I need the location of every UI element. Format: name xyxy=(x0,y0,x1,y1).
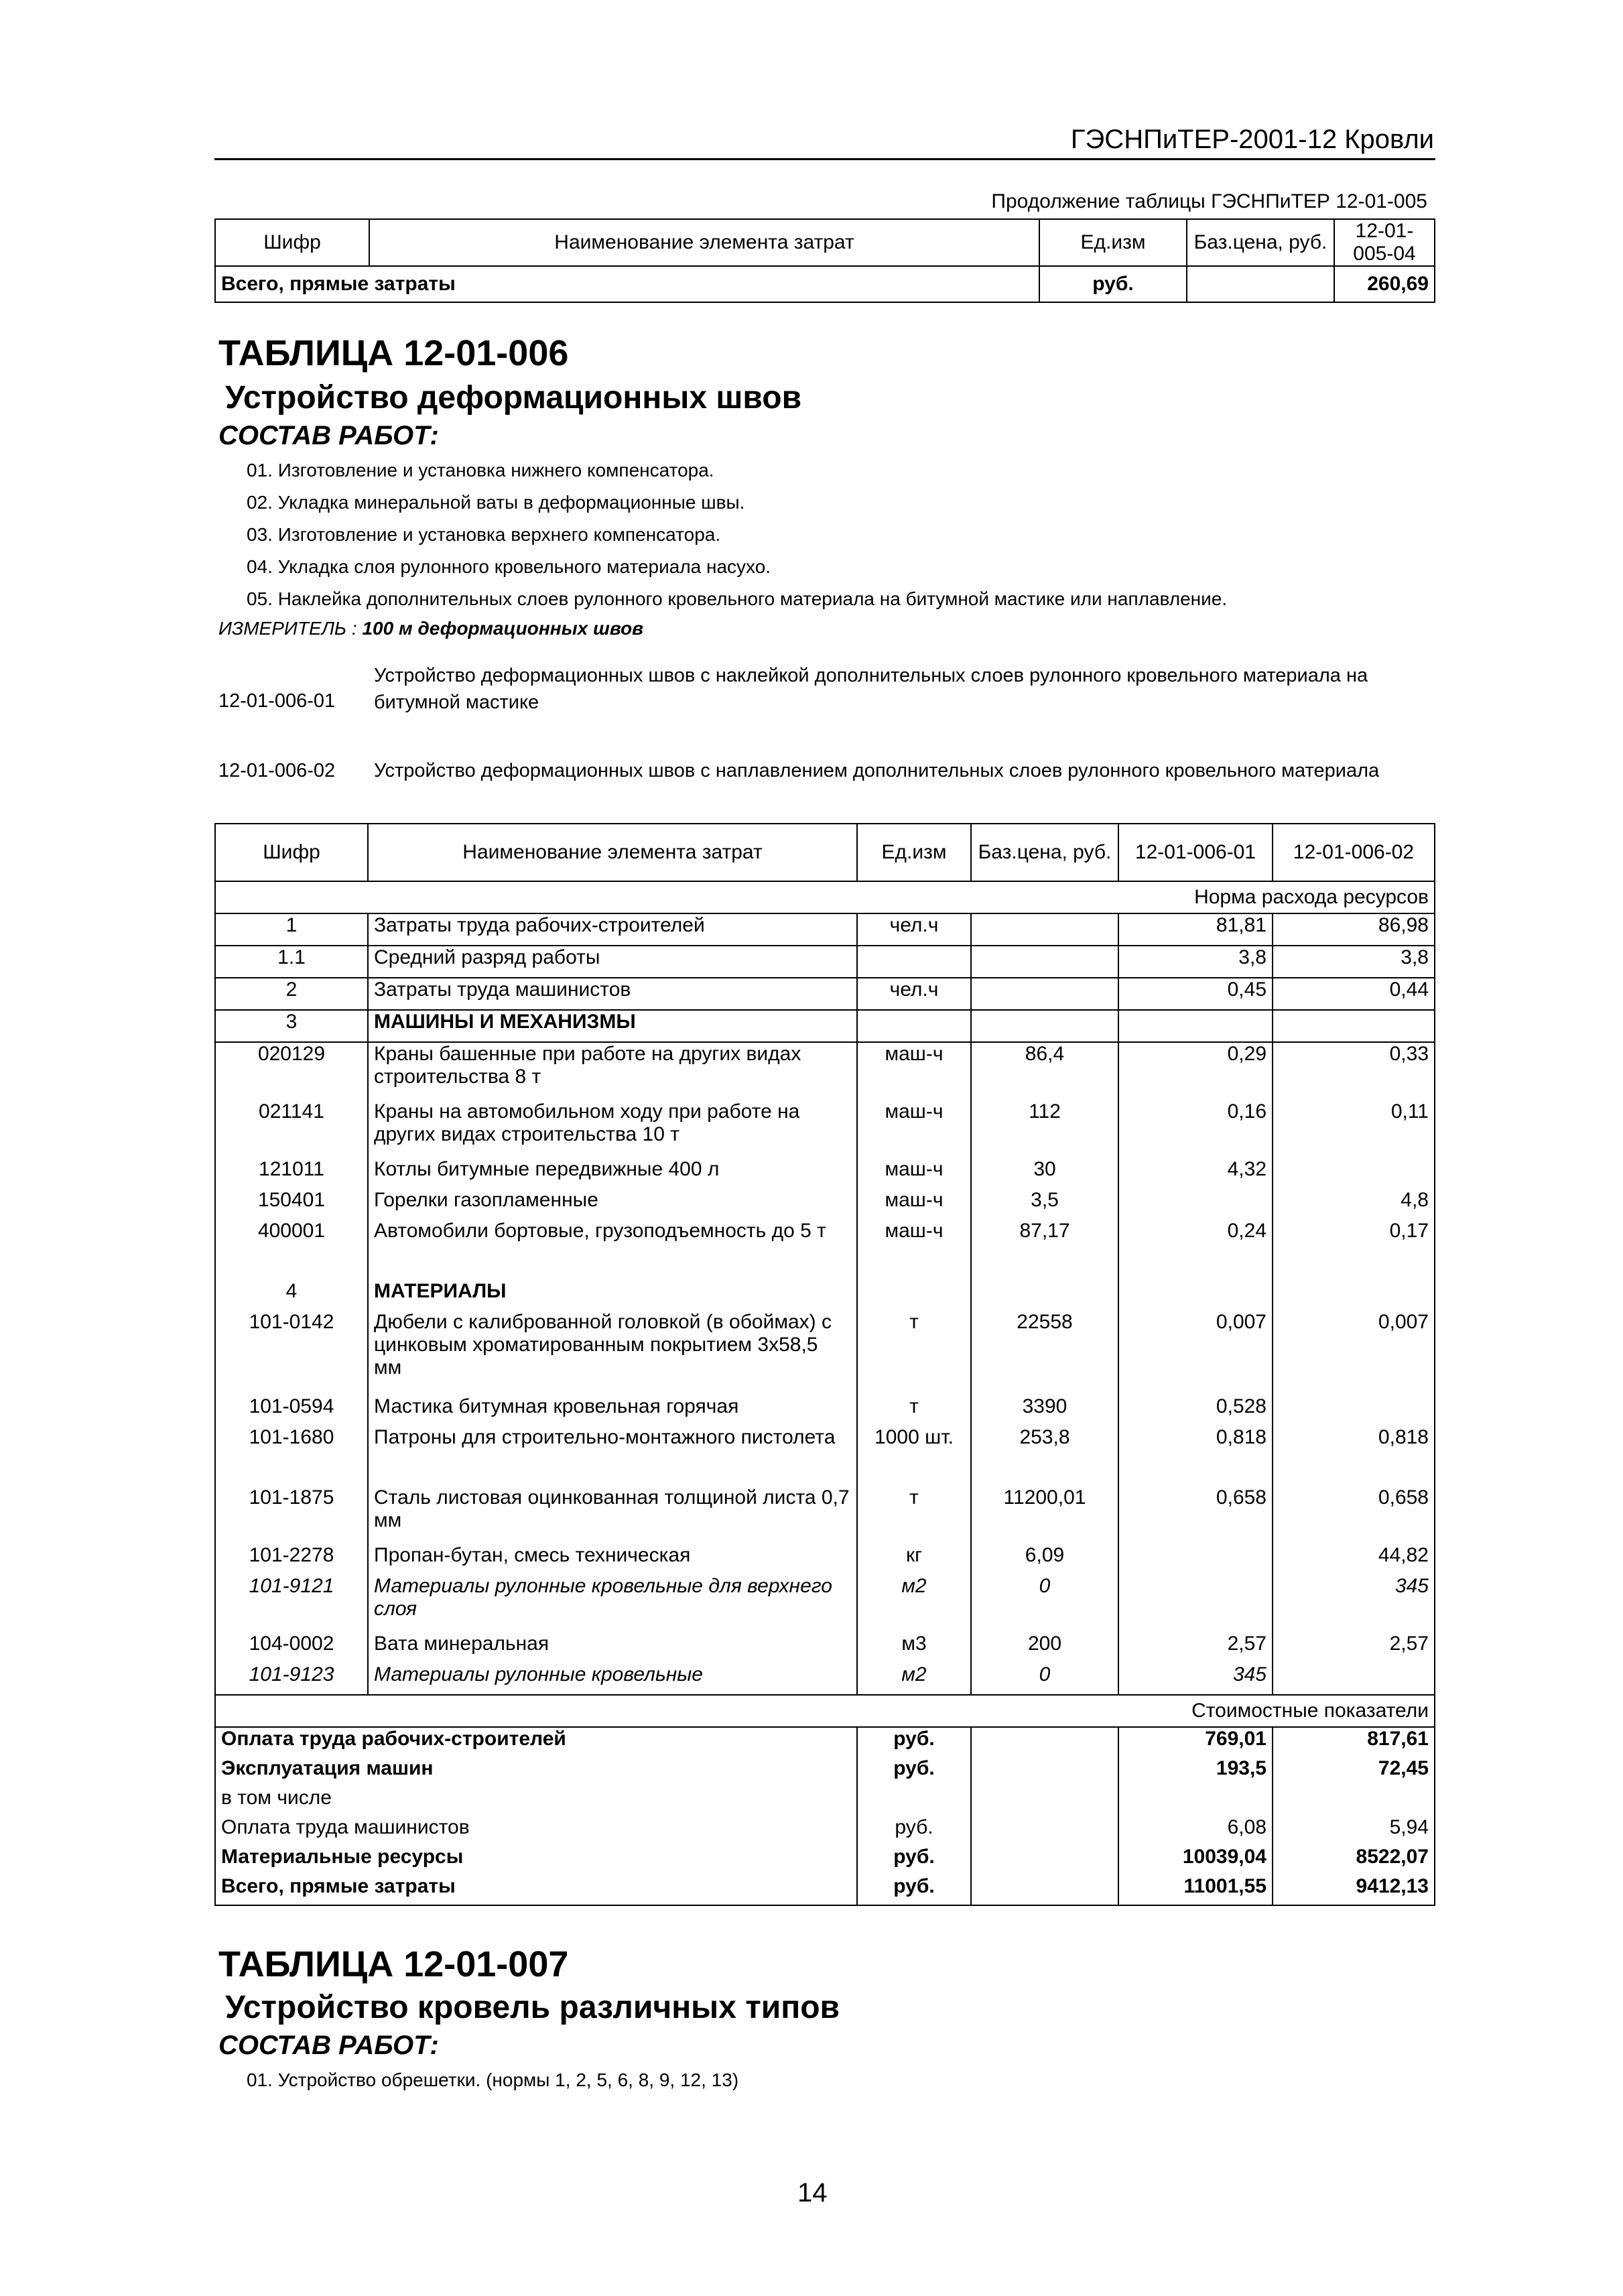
table-row xyxy=(215,913,1435,946)
value-cell: 0,24 xyxy=(1118,1220,1273,1280)
unit-cell: маш-ч xyxy=(857,1220,971,1280)
band-label: Норма расхода ресурсов xyxy=(215,881,1435,913)
price-cell xyxy=(971,1875,1118,1905)
price-cell: 3390 xyxy=(971,1395,1118,1426)
price-cell xyxy=(971,1787,1118,1816)
page-number: 14 xyxy=(797,2178,828,2208)
table-row xyxy=(215,1010,1435,1042)
value-cell: 0,17 xyxy=(1273,1220,1435,1280)
price-cell: 86,4 xyxy=(971,1042,1118,1100)
value-cell xyxy=(1118,1280,1273,1311)
name-cell: Горелки газопламенные xyxy=(368,1189,857,1220)
table-row xyxy=(215,1846,1435,1875)
unit-cell: м2 xyxy=(857,1575,971,1633)
table-row xyxy=(215,1220,1435,1280)
price-cell: 112 xyxy=(971,1100,1118,1158)
column-header: Шифр xyxy=(215,219,369,266)
table-row xyxy=(215,1633,1435,1663)
value-cell: 817,61 xyxy=(1273,1727,1435,1757)
code-cell: 150401 xyxy=(215,1189,368,1220)
price-cell xyxy=(971,1846,1118,1875)
resources-table xyxy=(214,823,1435,1906)
value-cell: 11001,55 xyxy=(1118,1875,1273,1905)
column-header: 12-01-006-01 xyxy=(1118,824,1273,881)
table-row xyxy=(215,1486,1435,1544)
value-cell: 72,45 xyxy=(1273,1757,1435,1787)
table-row xyxy=(215,1189,1435,1220)
price-cell: 253,8 xyxy=(971,1426,1118,1486)
table-row xyxy=(215,1158,1435,1189)
table-row xyxy=(215,1875,1435,1905)
value-cell: 0,11 xyxy=(1273,1100,1435,1158)
price-cell xyxy=(1187,266,1334,302)
value-cell: 8522,07 xyxy=(1273,1846,1435,1875)
price-cell: 87,17 xyxy=(971,1220,1118,1280)
table-row xyxy=(215,1100,1435,1158)
unit-cell: руб. xyxy=(1039,266,1187,302)
unit-cell: руб. xyxy=(857,1846,971,1875)
name-cell: Краны на автомобильном ходу при работе на других видах строительства 10 т xyxy=(368,1100,857,1158)
value-cell: 345 xyxy=(1273,1575,1435,1633)
table-row xyxy=(215,1575,1435,1633)
band-label: Стоимостные показатели xyxy=(215,1695,1435,1727)
name-cell: Автомобили бортовые, грузоподъемность до 5 т xyxy=(368,1220,857,1280)
unit-cell: м3 xyxy=(857,1633,971,1663)
price-cell xyxy=(971,1727,1118,1757)
total-label: Оплата труда машинистов xyxy=(215,1816,857,1846)
value-cell: 10039,04 xyxy=(1118,1846,1273,1875)
value-cell: 0,44 xyxy=(1273,978,1435,1010)
price-cell: 0 xyxy=(971,1663,1118,1695)
table-006-subtitle: Устройство деформационных швов xyxy=(225,380,802,416)
work-item: 01. Устройство обрешетки. (нормы 1, 2, 5, 6, 8, 9, 12, 13) xyxy=(247,2069,739,2090)
price-cell xyxy=(971,946,1118,978)
value-cell xyxy=(1273,1787,1435,1816)
value-cell: 2,57 xyxy=(1273,1633,1435,1663)
name-cell: Материалы рулонные кровельные xyxy=(368,1663,857,1695)
name-cell: Пропан-бутан, смесь техническая xyxy=(368,1544,857,1575)
code-cell: 101-1680 xyxy=(215,1426,368,1486)
column-header: Ед.изм xyxy=(1039,219,1187,266)
norm-text: Устройство деформационных швов с наплавлением дополнительных слоев рулонного кровельного материала xyxy=(374,760,1380,781)
continuation-table xyxy=(214,218,1435,303)
unit-cell xyxy=(857,1010,971,1042)
price-cell xyxy=(971,1816,1118,1846)
name-cell: Мастика битумная кровельная горячая xyxy=(368,1395,857,1426)
table-row xyxy=(215,266,1435,302)
total-label: Всего, прямые затраты xyxy=(215,266,1039,302)
sostav-label: СОСТАВ РАБОТ: xyxy=(218,2031,439,2060)
unit-cell: кг xyxy=(857,1544,971,1575)
unit-cell: чел.ч xyxy=(857,913,971,946)
value-cell: 9412,13 xyxy=(1273,1875,1435,1905)
rows-body xyxy=(215,913,1435,1695)
name-cell: Краны башенные при работе на других видах строительства 8 т xyxy=(368,1042,857,1100)
running-header: ГЭСНПиТЕР-2001-12 Кровли xyxy=(1070,125,1434,154)
price-cell: 200 xyxy=(971,1633,1118,1663)
value-cell xyxy=(1273,1395,1435,1426)
work-item: 04. Укладка слоя рулонного кровельного материала насухо. xyxy=(247,556,771,577)
code-cell: 121011 xyxy=(215,1158,368,1189)
code-cell: 1 xyxy=(215,913,368,946)
total-label: Всего, прямые затраты xyxy=(215,1875,857,1905)
code-cell: 1.1 xyxy=(215,946,368,978)
table-row xyxy=(215,1544,1435,1575)
unit-cell xyxy=(857,946,971,978)
unit-cell: маш-ч xyxy=(857,1158,971,1189)
table-row xyxy=(215,1787,1435,1816)
work-item: 05. Наклейка дополнительных слоев рулонного кровельного материала на битумной мастике или наплавление. xyxy=(247,588,1228,609)
name-cell: Затраты труда машинистов xyxy=(368,978,857,1010)
value-cell: 0,528 xyxy=(1118,1395,1273,1426)
price-cell xyxy=(971,1280,1118,1311)
value-cell xyxy=(1273,1010,1435,1042)
value-cell: 4,32 xyxy=(1118,1158,1273,1189)
value-cell: 0,658 xyxy=(1118,1486,1273,1544)
column-header: Шифр xyxy=(215,824,368,881)
value-cell: 0,658 xyxy=(1273,1486,1435,1544)
column-header: Наименование элемента затрат xyxy=(368,824,857,881)
code-cell: 020129 xyxy=(215,1042,368,1100)
price-cell: 6,09 xyxy=(971,1544,1118,1575)
unit-cell: чел.ч xyxy=(857,978,971,1010)
table-header-row xyxy=(215,824,1435,881)
value-cell: 2,57 xyxy=(1118,1633,1273,1663)
unit-cell: т xyxy=(857,1486,971,1544)
value-cell xyxy=(1118,1787,1273,1816)
price-cell: 30 xyxy=(971,1158,1118,1189)
value-cell: 0,16 xyxy=(1118,1100,1273,1158)
value-cell: 5,94 xyxy=(1273,1816,1435,1846)
code-cell: 101-9121 xyxy=(215,1575,368,1633)
unit-cell: маш-ч xyxy=(857,1189,971,1220)
name-cell: Затраты труда рабочих-строителей xyxy=(368,913,857,946)
value-cell: 0,33 xyxy=(1273,1042,1435,1100)
table-row xyxy=(215,978,1435,1010)
table-007-title: ТАБЛИЦА 12-01-007 xyxy=(218,1944,569,1984)
column-header: 12-01-005-04 xyxy=(1334,219,1435,266)
total-label: Оплата труда рабочих-строителей xyxy=(215,1727,857,1757)
value-cell: 0,007 xyxy=(1273,1311,1435,1395)
table-row xyxy=(215,1280,1435,1311)
band-row xyxy=(215,881,1435,913)
unit-cell: руб. xyxy=(857,1875,971,1905)
value-cell: 0,29 xyxy=(1118,1042,1273,1100)
column-header: Баз.цена, руб. xyxy=(971,824,1118,881)
total-label: в том числе xyxy=(215,1787,857,1816)
table-007-subtitle: Устройство кровель различных типов xyxy=(225,1990,840,2025)
measure-line xyxy=(218,618,643,639)
value-cell: 0,818 xyxy=(1118,1426,1273,1486)
price-cell xyxy=(971,1010,1118,1042)
value-cell xyxy=(1273,1663,1435,1695)
value-cell: 86,98 xyxy=(1273,913,1435,946)
price-cell xyxy=(971,1757,1118,1787)
table-row xyxy=(215,946,1435,978)
header-rule xyxy=(214,158,1435,160)
unit-cell xyxy=(857,1280,971,1311)
value-cell: 81,81 xyxy=(1118,913,1273,946)
value-cell xyxy=(1118,1544,1273,1575)
unit-cell: руб. xyxy=(857,1757,971,1787)
column-header: Ед.изм xyxy=(857,824,971,881)
continuation-label: Продолжение таблицы ГЭСНПиТЕР 12-01-005 xyxy=(991,190,1427,212)
code-cell: 101-0594 xyxy=(215,1395,368,1426)
value-cell: 345 xyxy=(1118,1663,1273,1695)
table-006-title: ТАБЛИЦА 12-01-006 xyxy=(218,333,569,373)
unit-cell: т xyxy=(857,1395,971,1426)
column-header: 12-01-006-02 xyxy=(1273,824,1435,881)
value-cell xyxy=(1118,1010,1273,1042)
code-cell: 400001 xyxy=(215,1220,368,1280)
value-cell: 3,8 xyxy=(1273,946,1435,978)
name-cell: МАШИНЫ И МЕХАНИЗМЫ xyxy=(368,1010,857,1042)
price-cell: 11200,01 xyxy=(971,1486,1118,1544)
name-cell: Патроны для строительно-монтажного пистолета xyxy=(368,1426,857,1486)
code-cell: 101-9123 xyxy=(215,1663,368,1695)
table-row xyxy=(215,1311,1435,1395)
unit-cell: руб. xyxy=(857,1727,971,1757)
name-cell: Дюбели с калиброванной головкой (в обоймах) с цинковым хроматированным покрытием 3х58,5 мм xyxy=(368,1311,857,1395)
unit-cell: руб. xyxy=(857,1816,971,1846)
value-cell: 6,08 xyxy=(1118,1816,1273,1846)
code-cell: 021141 xyxy=(215,1100,368,1158)
table-row xyxy=(215,1042,1435,1100)
norm-code: 12-01-006-02 xyxy=(218,760,336,781)
total-label: Материальные ресурсы xyxy=(215,1846,857,1875)
name-cell: Средний разряд работы xyxy=(368,946,857,978)
price-cell: 0 xyxy=(971,1575,1118,1633)
work-item: 01. Изготовление и установка нижнего компенсатора. xyxy=(247,460,714,481)
value-cell: 0,45 xyxy=(1118,978,1273,1010)
value-cell: 44,82 xyxy=(1273,1544,1435,1575)
code-cell: 3 xyxy=(215,1010,368,1042)
value-cell: 4,8 xyxy=(1273,1189,1435,1220)
totals-body xyxy=(215,1727,1435,1905)
value-cell xyxy=(1118,1189,1273,1220)
table-row xyxy=(215,1727,1435,1757)
name-cell: Котлы битумные передвижные 400 л xyxy=(368,1158,857,1189)
value-cell: 769,01 xyxy=(1118,1727,1273,1757)
price-cell: 3,5 xyxy=(971,1189,1118,1220)
price-cell xyxy=(971,913,1118,946)
work-item: 02. Укладка минеральной ваты в деформационные швы. xyxy=(247,492,745,513)
unit-cell: маш-ч xyxy=(857,1100,971,1158)
name-cell: Сталь листовая оцинкованная толщиной листа 0,7 мм xyxy=(368,1486,857,1544)
unit-cell: маш-ч xyxy=(857,1042,971,1100)
value-cell: 0,818 xyxy=(1273,1426,1435,1486)
column-header: Наименование элемента затрат xyxy=(369,219,1039,266)
code-cell: 101-2278 xyxy=(215,1544,368,1575)
table-header-row xyxy=(215,219,1435,266)
value-cell: 260,69 xyxy=(1334,266,1435,302)
value-cell: 193,5 xyxy=(1118,1757,1273,1787)
band-row xyxy=(215,1695,1435,1727)
value-cell xyxy=(1273,1158,1435,1189)
price-cell: 22558 xyxy=(971,1311,1118,1395)
value-cell xyxy=(1273,1280,1435,1311)
unit-cell xyxy=(857,1787,971,1816)
name-cell: МАТЕРИАЛЫ xyxy=(368,1280,857,1311)
work-item: 03. Изготовление и установка верхнего компенсатора. xyxy=(247,524,721,545)
norm-text: Устройство деформационных швов с наклейкой дополнительных слоев рулонного кровельного материала на битумной мастике xyxy=(374,665,1368,713)
value-cell: 3,8 xyxy=(1118,946,1273,978)
code-cell: 101-0142 xyxy=(215,1311,368,1395)
value-cell: 0,007 xyxy=(1118,1311,1273,1395)
sostav-label: СОСТАВ РАБОТ: xyxy=(218,421,439,450)
column-header: Баз.цена, руб. xyxy=(1187,219,1334,266)
value-cell xyxy=(1118,1575,1273,1633)
code-cell: 104-0002 xyxy=(215,1633,368,1663)
name-cell: Материалы рулонные кровельные для верхнего слоя xyxy=(368,1575,857,1633)
norm-code: 12-01-006-01 xyxy=(218,690,336,712)
code-cell: 101-1875 xyxy=(215,1486,368,1544)
name-cell: Вата минеральная xyxy=(368,1633,857,1663)
table-row xyxy=(215,1663,1435,1695)
code-cell: 4 xyxy=(215,1280,368,1311)
total-label: Эксплуатация машин xyxy=(215,1757,857,1787)
table-row xyxy=(215,1757,1435,1787)
measure-value: 100 м деформационных швов xyxy=(362,618,644,639)
unit-cell: м2 xyxy=(857,1663,971,1695)
unit-cell: 1000 шт. xyxy=(857,1426,971,1486)
measure-label: ИЗМЕРИТЕЛЬ : xyxy=(218,618,357,639)
table-row xyxy=(215,1395,1435,1426)
table-row xyxy=(215,1426,1435,1486)
unit-cell: т xyxy=(857,1311,971,1395)
table-row xyxy=(215,1816,1435,1846)
code-cell: 2 xyxy=(215,978,368,1010)
price-cell xyxy=(971,978,1118,1010)
